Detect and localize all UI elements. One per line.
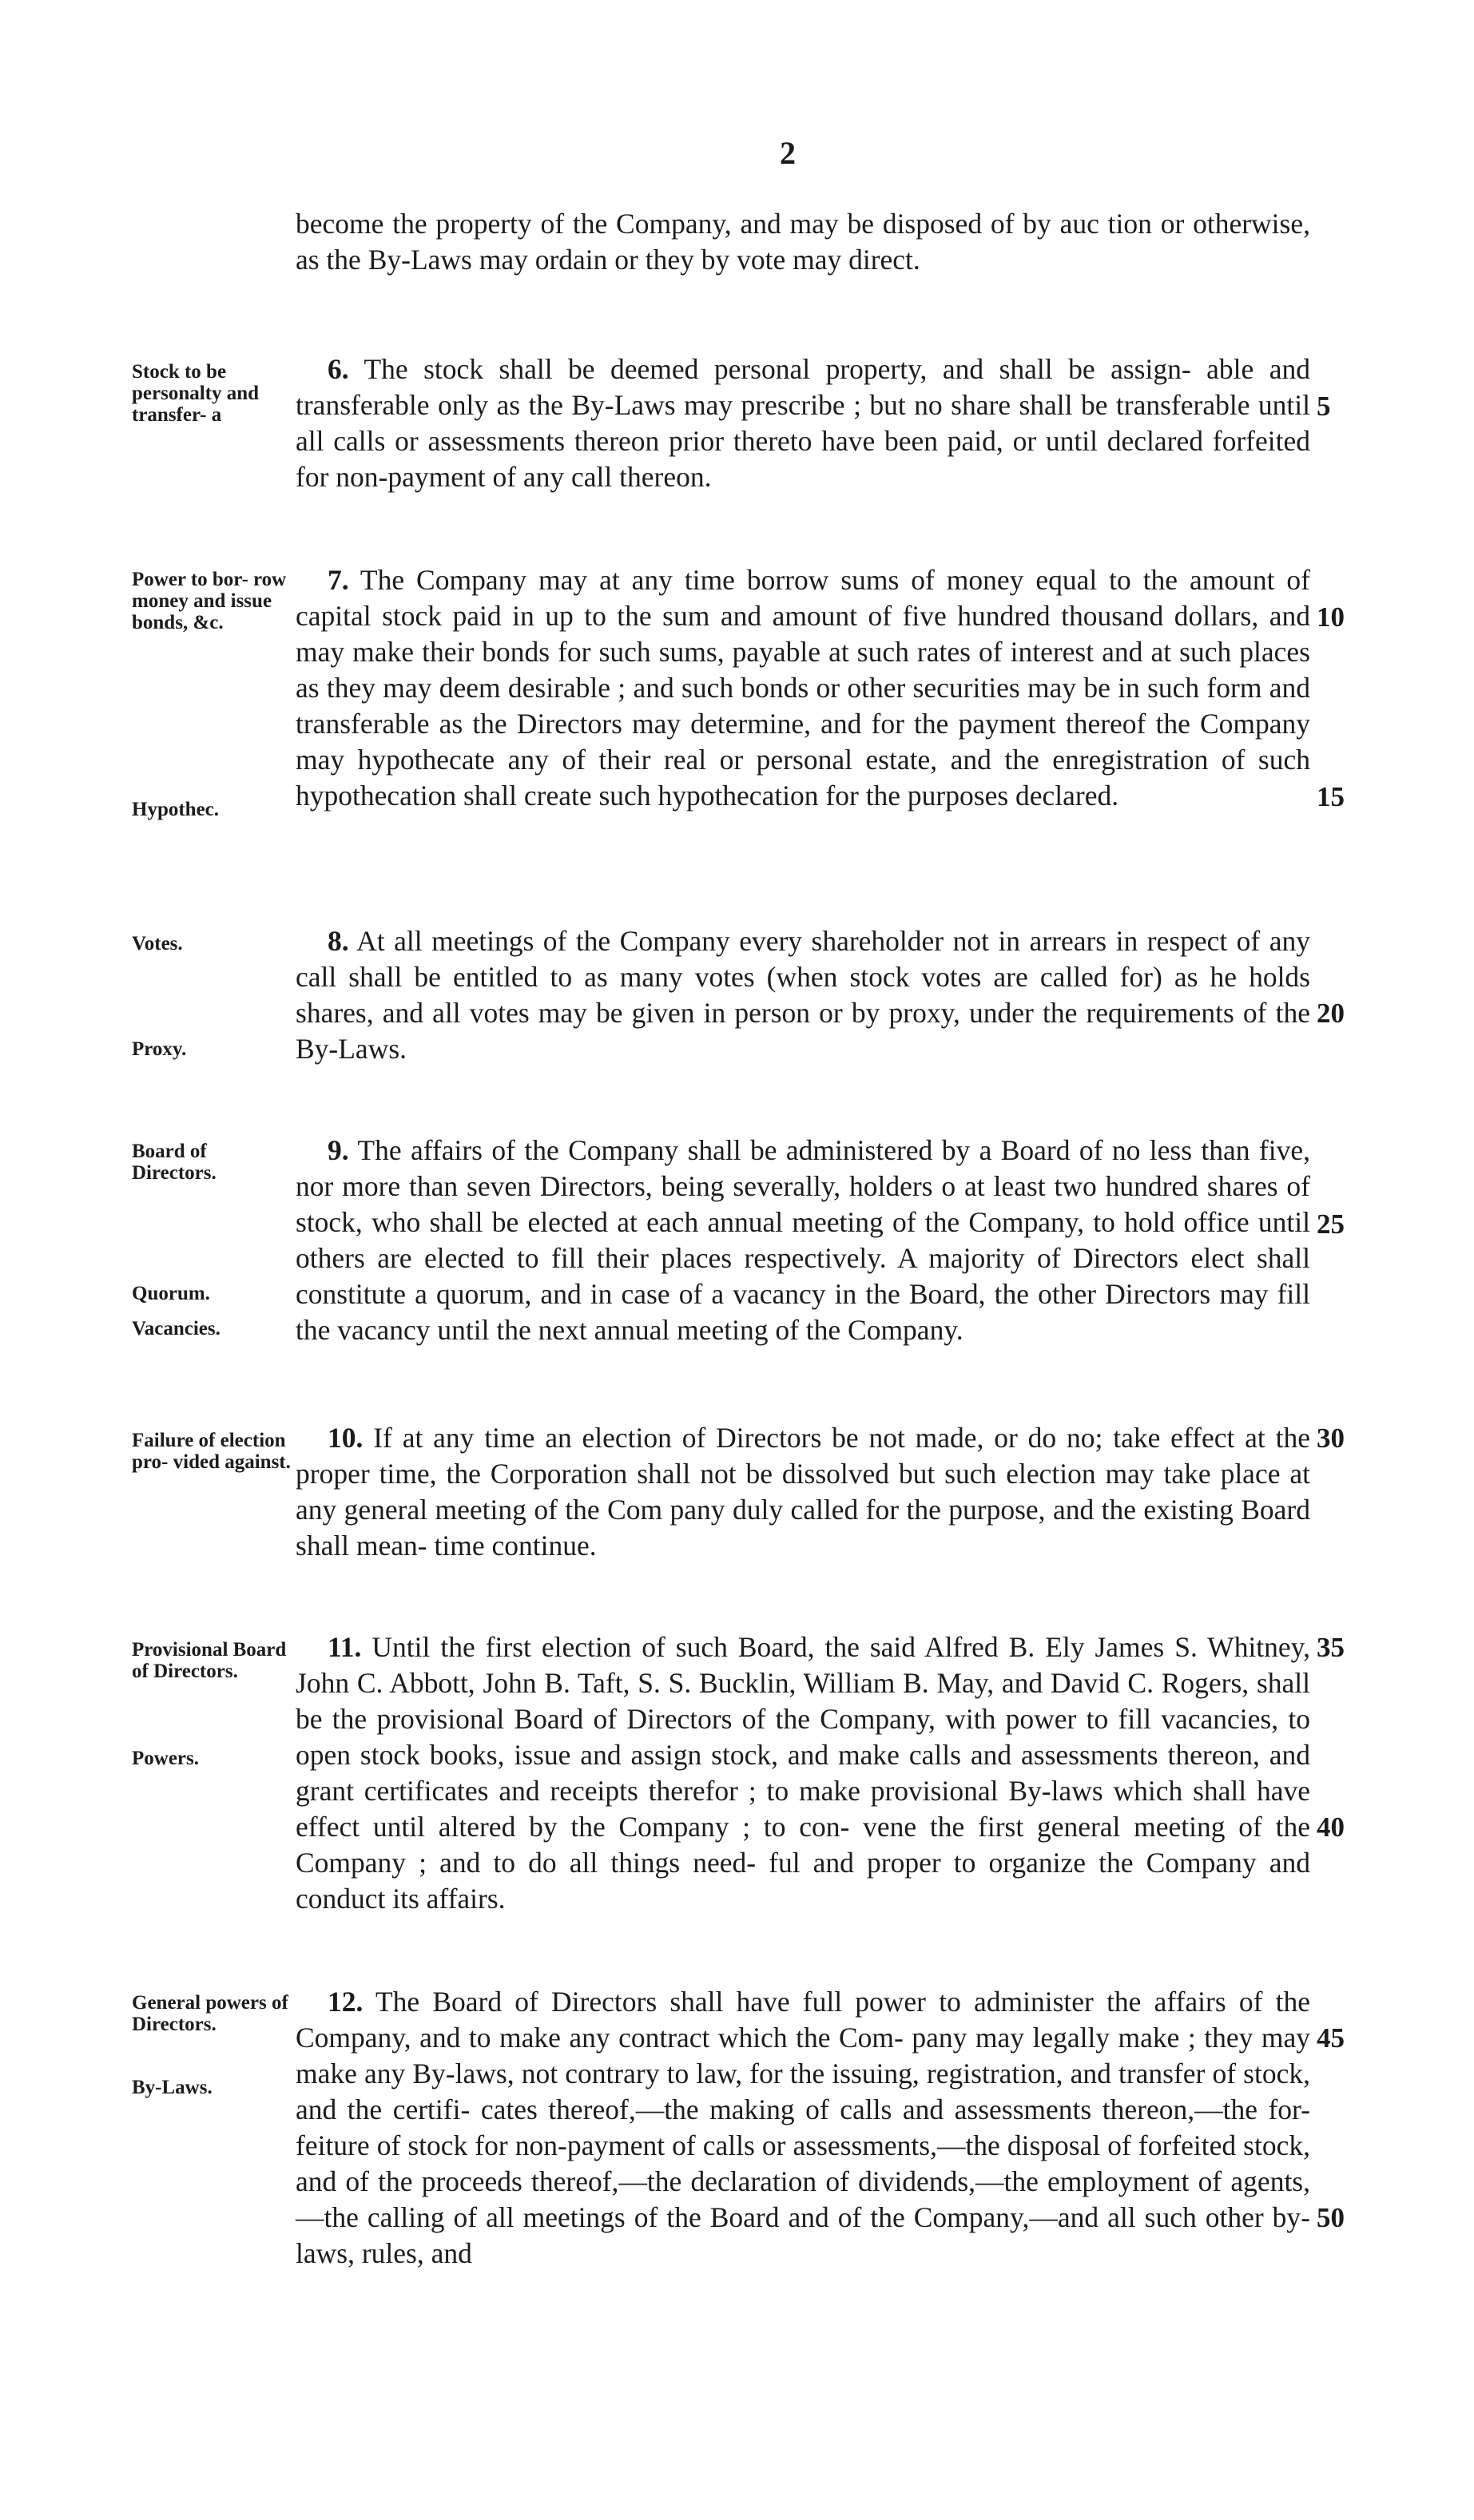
- page-number: 2: [780, 135, 796, 171]
- section-text: Until the first election of such Board, the said Alfred B. Ely James S. Whitney, John C. Abbott, John B. Taft, S. S. Bucklin, William B. May, and David C. Rogers, shall be the provisional Board of Directors of the Company, with power to fill vacancies, to open stock books, issue and assign stock, and make calls and assessments thereon, and grant certificates and receipts therefor ; to make provisional By-laws which shall have effect until altered by the Company ; to con- vene the first general meeting of the Company ; and to do all things need- ful and proper to organize the Company and conduct its affairs.: [296, 1631, 1310, 1915]
- section-text: If at any time an election of Directors be not made, or do no; take effect at the proper time, the Corporation shall not be dissolved but such election may take place at any general meeting of the Com pany duly called for the purpose, and the existing Board shall mean- time continue.: [296, 1422, 1310, 1562]
- section-number: 11.: [328, 1631, 362, 1663]
- line-number: 50: [1317, 2202, 1345, 2233]
- line-number: 35: [1317, 1632, 1345, 1663]
- line-number: 30: [1317, 1423, 1345, 1454]
- section-text: The Company may at any time borrow sums of money equal to the amount of capital stock paid in up to the sum and amount of five hundred thousand dollars, and may make their bonds for such sums, payable at such rates of interest and at such places as they may deem desirable ; and such bonds or other securities may be in such form and transferable as the Directors may determine, and for the payment thereof the Company may hypothecate any of their real or personal estate, and the enregistration of such hypothecation shall create such hypothecation for the purposes declared.: [296, 564, 1310, 812]
- margin-note-stock: Stock to be personalty and transfer- a: [132, 361, 260, 426]
- margin-note-hypothec: Hypothec.: [132, 799, 220, 820]
- margin-note-proxy: Proxy.: [132, 1038, 187, 1060]
- margin-note-bylaws: By-Laws.: [132, 2077, 213, 2098]
- margin-note-general-powers: General powers of Directors.: [132, 1992, 288, 2035]
- margin-note-failure: Failure of election pro- vided against.: [132, 1430, 291, 1473]
- section-number: 9.: [328, 1134, 349, 1166]
- section-text: The affairs of the Company shall be administered by a Board of no less than five, nor more than seven Directors, being severally, holders o at least two hundred shares of stock, who shall be elected at each annual meeting of the Company, to hold office until others are elected to fill their places respectively. A majority of Directors elect shall constitute a quorum, and in case of a vacancy in the Board, the other Directors may fill the vacancy until the next annual meeting of the Company.: [296, 1134, 1310, 1346]
- line-number: 25: [1317, 1208, 1345, 1240]
- section-number: 8.: [328, 925, 349, 957]
- section-text: The Board of Directors shall have full power to administer the affairs of the Company, and to make any contract which the Com- pany may legally make ; they may make any By-laws, not contrary to law, for the issuing, registration, and transfer of stock, and the certifi- cates thereof,—the making of calls and assessments thereon,—the for- feiture of stock for non-payment of calls or assessments,—the disposal of forfeited stock, and of the proceeds thereof,—the declaration of dividends,—the employment of agents,—the calling of all meetings of the Board and of the Company,—and all such other by-laws, rules, and: [296, 1986, 1310, 2269]
- margin-note-vacancies: Vacancies.: [132, 1318, 221, 1339]
- section-number: 6.: [328, 353, 349, 385]
- line-number: 10: [1317, 601, 1345, 633]
- section-number: 12.: [328, 1986, 364, 2018]
- margin-note-quorum: Quorum.: [132, 1283, 210, 1304]
- section-text: The stock shall be deemed personal property, and shall be assign- able and transferable only as the By-Laws may prescribe ; but no share shall be transferable until all calls or assessments thereon prior thereto have been paid, or until declared forfeited for non-payment of any call thereon.: [296, 353, 1310, 493]
- section-text: At all meetings of the Company every shareholder not in arrears in respect of any call shall be entitled to as many votes (when stock votes are called for) as he holds shares, and all votes may be given in person or by proxy, under the requirements of the By-Laws.: [296, 925, 1310, 1065]
- margin-note-borrow: Power to bor- row money and issue bonds, &c.: [132, 569, 287, 633]
- line-number: 15: [1317, 781, 1345, 812]
- intro-paragraph: become the property of the Company, and may be disposed of by auc tion or otherwise, as the By-Laws may ordain or they by vote may direct.: [296, 208, 1310, 276]
- line-number: 5: [1317, 391, 1331, 422]
- line-number: 40: [1317, 1812, 1345, 1843]
- line-number: 20: [1317, 998, 1345, 1029]
- section-number: 10.: [328, 1422, 364, 1454]
- margin-note-powers: Powers.: [132, 1748, 199, 1769]
- section-number: 7.: [328, 564, 349, 596]
- margin-note-board: Board of Directors.: [132, 1141, 217, 1184]
- margin-note-votes: Votes.: [132, 933, 183, 954]
- margin-note-provisional: Provisional Board of Directors.: [132, 1639, 287, 1682]
- line-number: 45: [1317, 2022, 1345, 2054]
